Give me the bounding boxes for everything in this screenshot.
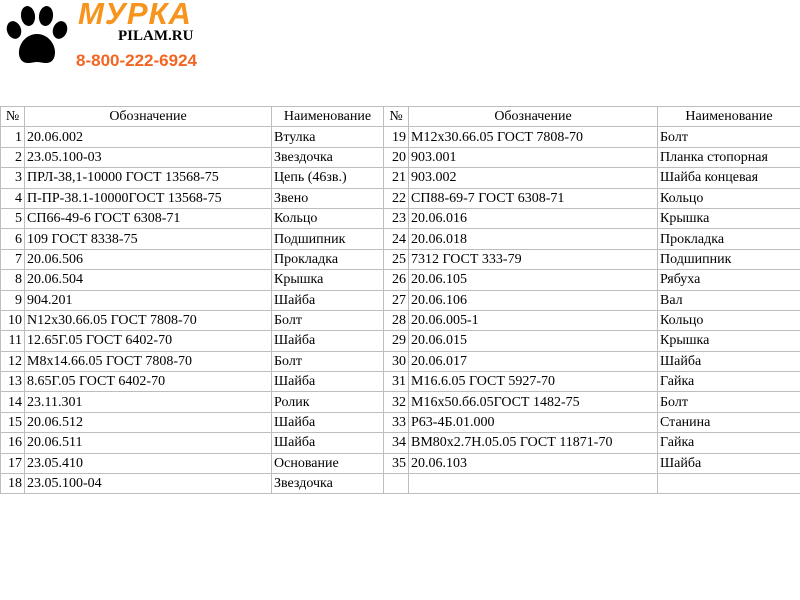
row-number: 34 — [384, 433, 409, 453]
table-row — [1, 270, 800, 290]
row-number: 1 — [1, 127, 25, 147]
row-number: 18 — [1, 474, 25, 494]
part-designation: 20.06.511 — [25, 433, 272, 453]
part-name: Гайка — [658, 372, 800, 392]
row-number: 5 — [1, 208, 25, 228]
table-row — [1, 168, 800, 188]
table-row — [1, 147, 800, 167]
part-designation: 109 ГОСТ 8338-75 — [25, 229, 272, 249]
part-name: Шайба — [272, 412, 384, 432]
table-row — [1, 290, 800, 310]
col-header-name: Наименование — [658, 107, 800, 127]
brand-logo[interactable] — [0, 0, 210, 76]
table-row — [1, 453, 800, 473]
row-number: 26 — [384, 270, 409, 290]
part-name: Основание — [272, 453, 384, 473]
part-designation: M12x30.66.05 ГОСТ 7808-70 — [409, 127, 658, 147]
row-number: 25 — [384, 249, 409, 269]
row-number: 15 — [1, 412, 25, 432]
part-designation: 20.06.005-1 — [409, 310, 658, 330]
part-designation: 23.11.301 — [25, 392, 272, 412]
brand-name: МУРКА — [78, 0, 192, 31]
part-name: Подшипник — [658, 249, 800, 269]
table-row — [1, 188, 800, 208]
part-designation: M16x50.б6.05ГОСТ 1482-75 — [409, 392, 658, 412]
part-designation: 8.65Г.05 ГОСТ 6402-70 — [25, 372, 272, 392]
row-number: 16 — [1, 433, 25, 453]
part-name: Звено — [272, 188, 384, 208]
brand-domain: PILAM.RU — [118, 28, 194, 44]
part-designation: 904.201 — [25, 290, 272, 310]
row-number: 29 — [384, 331, 409, 351]
part-name: Шайба концевая — [658, 168, 800, 188]
row-number: 7 — [1, 249, 25, 269]
table-row — [1, 433, 800, 453]
part-name: Шайба — [272, 433, 384, 453]
part-designation: 23.05.100-03 — [25, 147, 272, 167]
row-number: 22 — [384, 188, 409, 208]
table-row — [1, 249, 800, 269]
table-row — [1, 127, 800, 147]
part-designation: M8x14.66.05 ГОСТ 7808-70 — [25, 351, 272, 371]
part-name: Прокладка — [272, 249, 384, 269]
row-number: 11 — [1, 331, 25, 351]
part-name: Болт — [658, 127, 800, 147]
row-number: 12 — [1, 351, 25, 371]
table-row — [1, 392, 800, 412]
col-header-name: Наименование — [272, 107, 384, 127]
part-name: Подшипник — [272, 229, 384, 249]
part-name: Крышка — [658, 331, 800, 351]
row-number: 35 — [384, 453, 409, 473]
part-designation: 20.06.018 — [409, 229, 658, 249]
col-header-designation: Обозначение — [409, 107, 658, 127]
part-designation: П-ПР-38.1-10000ГОСТ 13568-75 — [25, 188, 272, 208]
part-designation: 12.65Г.05 ГОСТ 6402-70 — [25, 331, 272, 351]
row-number: 33 — [384, 412, 409, 432]
part-designation: 20.06.512 — [25, 412, 272, 432]
row-number: 4 — [1, 188, 25, 208]
part-designation: BM80x2.7H.05.05 ГОСТ 11871-70 — [409, 433, 658, 453]
part-name: Болт — [272, 351, 384, 371]
table-row — [1, 351, 800, 371]
table-row — [1, 331, 800, 351]
part-designation: СП66-49-6 ГОСТ 6308-71 — [25, 208, 272, 228]
parts-table-body — [1, 127, 800, 494]
part-name: Ролик — [272, 392, 384, 412]
row-number: 8 — [1, 270, 25, 290]
part-name: Кольцо — [658, 310, 800, 330]
paw-icon — [2, 0, 72, 70]
row-number: 19 — [384, 127, 409, 147]
part-designation: 20.06.105 — [409, 270, 658, 290]
part-designation: 903.001 — [409, 147, 658, 167]
col-header-number: № — [384, 107, 409, 127]
empty-cell — [658, 474, 800, 494]
part-name: Звездочка — [272, 147, 384, 167]
row-number: 14 — [1, 392, 25, 412]
part-designation: 20.06.016 — [409, 208, 658, 228]
table-header-row — [1, 107, 800, 127]
part-name: Кольцо — [658, 188, 800, 208]
row-number: 32 — [384, 392, 409, 412]
col-header-designation: Обозначение — [25, 107, 272, 127]
row-number: 28 — [384, 310, 409, 330]
part-name: Болт — [658, 392, 800, 412]
part-name: Шайба — [658, 453, 800, 473]
part-designation: 20.06.504 — [25, 270, 272, 290]
part-name: Крышка — [658, 208, 800, 228]
part-designation: 903.002 — [409, 168, 658, 188]
part-designation: СП88-69-7 ГОСТ 6308-71 — [409, 188, 658, 208]
empty-cell — [384, 474, 409, 494]
table-row — [1, 310, 800, 330]
part-name: Прокладка — [658, 229, 800, 249]
table-row — [1, 372, 800, 392]
part-designation: ПРЛ-38,1-10000 ГОСТ 13568-75 — [25, 168, 272, 188]
row-number: 30 — [384, 351, 409, 371]
row-number: 13 — [1, 372, 25, 392]
row-number: 2 — [1, 147, 25, 167]
row-number: 21 — [384, 168, 409, 188]
part-name: Кольцо — [272, 208, 384, 228]
part-designation: 20.06.103 — [409, 453, 658, 473]
part-name: Цепь (46зв.) — [272, 168, 384, 188]
part-designation: Р63-4Б.01.000 — [409, 412, 658, 432]
table-row — [1, 412, 800, 432]
part-name: Вал — [658, 290, 800, 310]
part-name: Планка стопорная — [658, 147, 800, 167]
row-number: 27 — [384, 290, 409, 310]
part-designation: 23.05.410 — [25, 453, 272, 473]
table-row — [1, 229, 800, 249]
part-name: Шайба — [658, 351, 800, 371]
part-designation: 23.05.100-04 — [25, 474, 272, 494]
row-number: 10 — [1, 310, 25, 330]
brand-phone: 8-800-222-6924 — [76, 51, 197, 70]
part-name: Гайка — [658, 433, 800, 453]
part-name: Шайба — [272, 290, 384, 310]
part-name: Звездочка — [272, 474, 384, 494]
part-name: Шайба — [272, 331, 384, 351]
row-number: 9 — [1, 290, 25, 310]
part-designation: 7312 ГОСТ 333-79 — [409, 249, 658, 269]
row-number: 6 — [1, 229, 25, 249]
row-number: 3 — [1, 168, 25, 188]
part-name: Шайба — [272, 372, 384, 392]
col-header-number: № — [1, 107, 25, 127]
part-designation: M16.6.05 ГОСТ 5927-70 — [409, 372, 658, 392]
row-number: 17 — [1, 453, 25, 473]
table-row — [1, 474, 800, 494]
part-name: Станина — [658, 412, 800, 432]
part-designation: 20.06.506 — [25, 249, 272, 269]
part-name: Крышка — [272, 270, 384, 290]
part-designation: 20.06.017 — [409, 351, 658, 371]
row-number: 24 — [384, 229, 409, 249]
table-row — [1, 208, 800, 228]
part-name: Рябуха — [658, 270, 800, 290]
part-designation: N12x30.66.05 ГОСТ 7808-70 — [25, 310, 272, 330]
empty-cell — [409, 474, 658, 494]
parts-table — [0, 106, 800, 494]
row-number: 20 — [384, 147, 409, 167]
row-number: 23 — [384, 208, 409, 228]
part-designation: 20.06.002 — [25, 127, 272, 147]
row-number: 31 — [384, 372, 409, 392]
part-name: Втулка — [272, 127, 384, 147]
part-designation: 20.06.015 — [409, 331, 658, 351]
part-name: Болт — [272, 310, 384, 330]
part-designation: 20.06.106 — [409, 290, 658, 310]
